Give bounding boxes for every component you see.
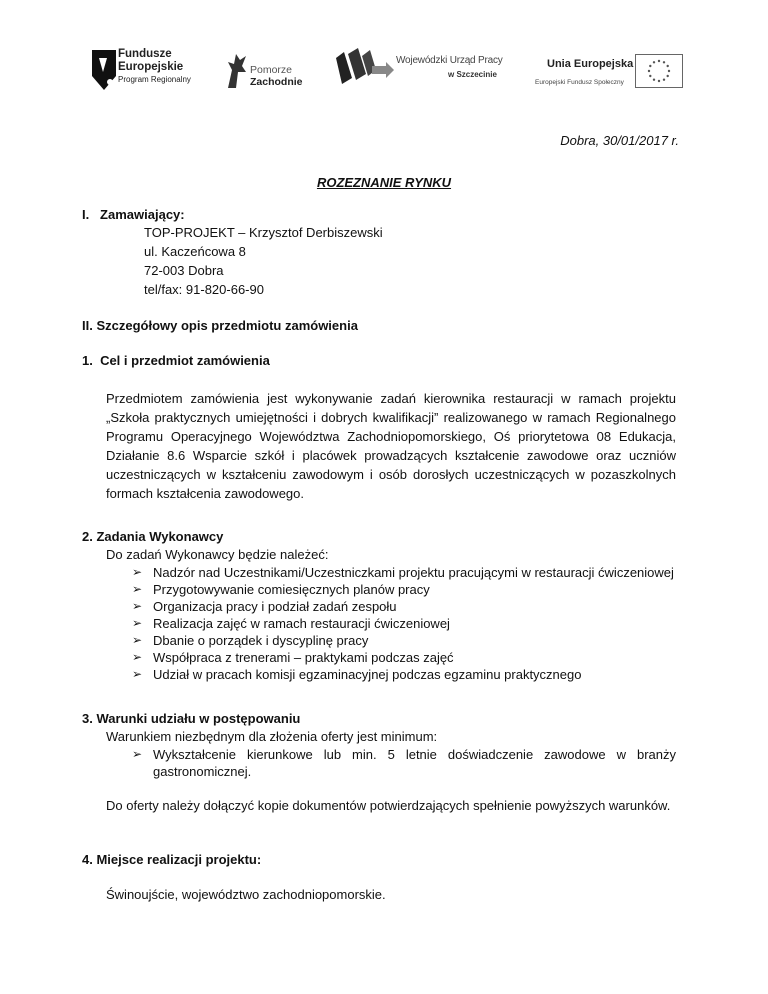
list-item-text: Dbanie o porządek i dyscyplinę pracy bbox=[153, 633, 369, 648]
subsection-4-heading: 4. Miejsce realizacji projektu: bbox=[82, 852, 262, 867]
list-item-text: Przygotowywanie comiesięcznych planów pracy bbox=[153, 582, 430, 597]
list-item-text: Organizacja pracy i podział zadań zespołu bbox=[153, 599, 397, 614]
fundusze-star-icon bbox=[90, 50, 116, 90]
subsection-2-heading: 2. Zadania Wykonawcy bbox=[82, 529, 224, 544]
list-item-text: Realizacja zajęć w ramach restauracji ćwiczeniowej bbox=[153, 616, 450, 631]
contractor-city: 72-003 Dobra bbox=[144, 263, 224, 278]
list-item bbox=[132, 615, 676, 632]
list-item-text: Współpraca z trenerami – praktykami podczas zajęć bbox=[153, 650, 454, 665]
pomorze-zachodnie-logo bbox=[222, 50, 332, 94]
list-item bbox=[132, 666, 676, 683]
logo-subtext: w Szczecinie bbox=[448, 70, 497, 79]
arrow-bullet-icon: ➢ bbox=[132, 650, 143, 664]
list-item bbox=[132, 632, 676, 649]
logo-text: Pomorze bbox=[250, 64, 293, 76]
list-item bbox=[132, 746, 676, 780]
subsection-4-body: Świnoujście, województwo zachodniopomorskie. bbox=[106, 887, 386, 902]
logo-text: Fundusze bbox=[118, 48, 172, 60]
document-title: ROZEZNANIE RYNKU bbox=[316, 175, 452, 190]
list-item-text: Udział w pracach komisji egzaminacyjnej podczas egzaminu praktycznego bbox=[153, 667, 582, 682]
arrow-bullet-icon: ➢ bbox=[132, 582, 143, 596]
subsection-1-heading: 1. Cel i przedmiot zamówienia bbox=[82, 353, 270, 368]
subsection-1-body: Przedmiotem zamówienia jest wykonywanie zadań kierownika restauracji w ramach projektu „Szkoła praktycznych umiejętności i dobrych kwalifikacji” realizowanego w ramach Regionalnego Programu Operacyjnego Województwa Zachodniopomorskiego, Oś priorytetowa 08 Edukacja, Działanie 8.6 Wsparcie szkół i placówek prowadzących kształcenie zawodowe oraz uczniów uczestniczących w kształceniu zawodowym i osób dorosłych uczestniczących w pozaszkolnych formach kształcenia zawodowego. bbox=[106, 391, 676, 501]
contractor-name: TOP-PROJEKT – Krzysztof Derbiszewski bbox=[144, 225, 383, 240]
section-1-heading: I. Zamawiający: bbox=[82, 207, 185, 222]
arrow-bullet-icon: ➢ bbox=[132, 747, 143, 761]
logo-text: Zachodnie bbox=[250, 76, 303, 88]
wup-emblem-icon bbox=[330, 44, 394, 88]
tasks-list bbox=[132, 564, 676, 683]
contractor-street: ul. Kaczeńcowa 8 bbox=[144, 244, 246, 259]
list-item bbox=[132, 581, 676, 598]
subsection-3-heading: 3. Warunki udziału w postępowaniu bbox=[82, 711, 301, 726]
arrow-bullet-icon: ➢ bbox=[132, 633, 143, 647]
unia-europejska-logo bbox=[533, 54, 678, 94]
arrow-bullet-icon: ➢ bbox=[132, 667, 143, 681]
arrow-bullet-icon: ➢ bbox=[132, 616, 143, 630]
document-date: Dobra, 30/01/2017 r. bbox=[560, 133, 679, 148]
eu-flag-icon bbox=[635, 54, 683, 88]
griffin-icon bbox=[222, 50, 250, 90]
subsection-2-intro: Do zadań Wykonawcy będzie należeć: bbox=[106, 547, 329, 562]
section-2-heading: II. Szczegółowy opis przedmiotu zamówienia bbox=[82, 318, 358, 333]
logo-text: Unia Europejska bbox=[547, 58, 634, 70]
conditions-list bbox=[132, 746, 676, 780]
arrow-bullet-icon: ➢ bbox=[132, 565, 143, 579]
list-item bbox=[132, 598, 676, 615]
arrow-bullet-icon: ➢ bbox=[132, 599, 143, 613]
list-item bbox=[132, 564, 676, 581]
subsection-3-note: Do oferty należy dołączyć kopie dokumentów potwierdzających spełnienie powyższych warunków. bbox=[106, 798, 671, 813]
contractor-phone: tel/fax: 91-820-66-90 bbox=[144, 282, 264, 297]
logo-text: Wojewódzki Urząd Pracy bbox=[396, 55, 503, 66]
list-item-text: Nadzór nad Uczestnikami/Uczestniczkami projektu pracującymi w restauracji ćwiczeniowej bbox=[153, 565, 674, 580]
logo-subtext: Europejski Fundusz Społeczny bbox=[535, 79, 624, 86]
logo-subtext: Program Regionalny bbox=[118, 75, 191, 84]
list-item-text: Wykształcenie kierunkowe lub min. 5 letnie doświadczenie zawodowe w branży gastronomicznej. bbox=[153, 747, 676, 779]
logo-bar bbox=[0, 40, 768, 100]
list-item bbox=[132, 649, 676, 666]
logo-text: Europejskie bbox=[118, 61, 184, 73]
fundusze-europejskie-logo bbox=[90, 48, 210, 96]
subsection-3-intro: Warunkiem niezbędnym dla złożenia oferty jest minimum: bbox=[106, 729, 438, 744]
wup-logo bbox=[330, 44, 520, 92]
